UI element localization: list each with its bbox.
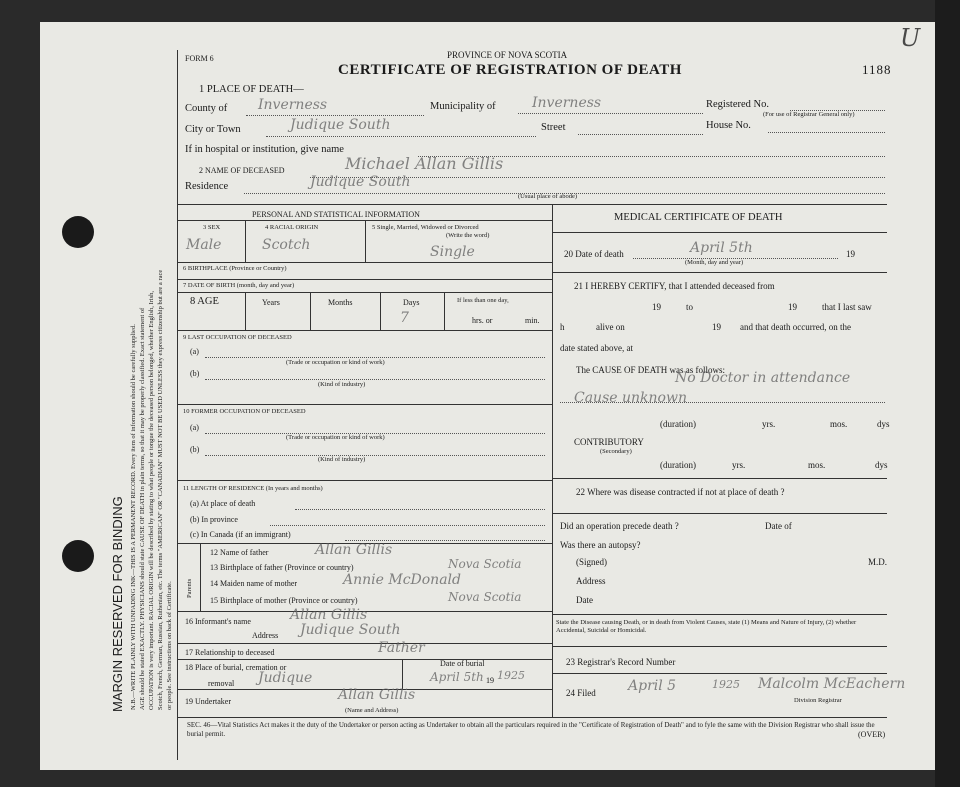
racial-label: 4 RACIAL ORIGIN [265,224,319,231]
binding-hole-top [62,216,94,248]
house-line [768,132,885,133]
street-line [578,134,703,135]
rule [177,262,552,263]
city-line [266,136,536,137]
years-label: Years [262,298,280,307]
cause-duration: (duration) [660,419,696,429]
informant-label: 16 Informant's name [185,617,251,626]
rule [245,292,246,330]
rule [205,379,545,380]
residence-b-label: (b) In province [190,515,238,524]
rule [270,525,545,526]
autopsy-label: Was there an autopsy? [560,540,641,550]
rule [177,292,552,293]
md-label: M.D. [868,557,888,567]
rule [177,659,552,660]
contrib-dys: dys [875,460,888,470]
deceased-name-value: Michael Allan Gillis [345,154,504,173]
former-occ-trade-note: (Trade or occupation or kind of work) [286,434,385,441]
residence-a-label: (a) At place of death [190,499,256,508]
informant-value: Allan Gillis [290,607,368,623]
mother-birthplace-label: 15 Birthplace of mother (Province or country) [210,596,358,605]
cause-label: The CAUSE OF DEATH was as follows: [576,365,725,375]
certify-l3c: 19 [712,322,721,332]
margin-note-2: AGE should be stated EXACTLY. PHYSICIANS should state CAUSE OF DEATH in plain terms, so that it may be properly classified. Exact statement of [139,307,146,710]
dob-label: 7 DATE OF BIRTH (month, day and year) [183,282,295,289]
last-occ-b: (b) [190,369,200,378]
undertaker-label: 19 Undertaker [185,697,231,706]
county-value: Inverness [258,97,328,113]
burial-date-label: Date of burial [440,659,485,668]
rule [245,220,246,262]
county-line [246,115,424,116]
medical-heading: MEDICAL CERTIFICATE OF DEATH [614,212,783,223]
cause-value-1: No Doctor in attendance [675,370,851,386]
certify-l2b: to [686,302,694,312]
rule [177,279,552,280]
certify-l3a: h [560,322,565,332]
certify-l2a: 19 [652,302,661,312]
rule [205,357,545,358]
death-year-prefix: 19 [846,249,855,259]
certificate-number: 1188 [862,62,892,77]
relationship-value: Father [378,640,425,656]
certify-l2d: that I last saw [822,302,872,312]
rule [177,643,552,644]
certify-l3d: and that death occurred, on the [740,322,851,332]
rule [444,292,445,330]
contrib-mos: mos. [808,460,826,470]
certificate-title: CERTIFICATE OF REGISTRATION OF DEATH [338,62,682,78]
rule [310,292,311,330]
operation-date-label: Date of [765,521,792,531]
doctor-address-label: Address [576,576,606,586]
cause-value-2: Cause unknown [574,390,687,406]
rule [365,220,366,262]
residence-value: Judique South [310,174,411,190]
municipality-value: Inverness [532,95,602,111]
last-occ-a: (a) [190,347,199,356]
registrar-record-label: 23 Registrar's Record Number [566,657,676,667]
cause-mos: mos. [830,419,848,429]
death-date-label: 20 Date of death [564,249,624,259]
certify-l2c: 19 [788,302,797,312]
rule [402,659,403,689]
father-name-value: Allan Gillis [315,542,393,558]
residence-label: Residence [185,181,229,192]
birthplace-label: 6 BIRTHPLACE (Province or Country) [183,265,287,272]
rule [552,232,887,233]
certificate-paper [40,22,935,770]
father-birthplace-label: 13 Birthplace of father (Province or country) [210,563,354,572]
abode-note: (Usual place of abode) [518,193,578,200]
former-occupation-label: 10 FORMER OCCUPATION OF DECEASED [183,408,306,415]
age-label: 8 AGE [190,296,219,307]
secondary-label: (Secondary) [600,448,632,455]
former-occ-a: (a) [190,423,199,432]
municipality-label: Municipality of [430,101,496,112]
sex-label: 3 SEX [203,224,221,231]
binding-margin-label: MARGIN RESERVED FOR BINDING [110,496,125,712]
rule [560,402,885,403]
filed-value: April 5 [628,678,677,694]
rule [200,543,201,611]
city-value: Judique South [290,117,391,133]
rule [205,455,545,456]
days-label: Days [403,298,420,307]
registrar-note: (For use of Registrar General only) [763,111,855,118]
min-label: min. [525,316,540,325]
burial-label: 18 Place of burial, cremation or [185,663,287,672]
cause-yrs: yrs. [762,419,776,429]
former-occ-b: (b) [190,445,200,454]
certify-l4: date stated above, at [560,343,633,353]
filed-label: 24 Filed [566,688,596,698]
filed-registrar: Malcolm McEachern [758,676,906,692]
province-heading: PROVINCE OF NOVA SCOTIA [447,50,568,60]
rule [552,614,887,615]
filed-year: 1925 [712,678,740,691]
hospital-label: If in hospital or institution, give name [185,144,344,155]
death-date-note: (Month, day and year) [685,259,744,266]
rule [552,272,887,273]
undertaker-value: Allan Gillis [338,687,416,703]
house-label: House No. [706,120,751,131]
corner-mark: U [900,24,921,52]
burial-year-prefix: 19 [486,676,494,685]
rule [295,509,545,510]
division-registrar-label: Division Registrar [794,697,842,704]
burial-place-value: Judique [258,670,313,686]
contrib-duration: (duration) [660,460,696,470]
margin-note-4: Scotch, French, German, Russian, Ruthenian, etc. The terms "AMERICAN" OR "CANADIAN" MUST NOT BE USED UNLESS they express citizenship but are a race [157,269,164,710]
margin-note-1: N.B.—WRITE PLAINLY WITH UNFADING INK—THIS IS A PERMANENT RECORD. Every item of information should be carefully supplied. [130,324,137,710]
form-left-border [177,50,178,760]
marital-label: 5 Single, Married, Widowed or Divorced [372,224,479,231]
last-occ-trade-note: (Trade or occupation or kind of work) [286,359,385,366]
burial-date-value: April 5th [430,670,484,684]
parents-label: Parents [186,578,193,598]
cause-dys: dys [877,419,890,429]
residence-length-label: 11 LENGTH OF RESIDENCE (In years and months) [183,485,323,492]
rule [552,478,887,479]
deceased-name-label: 2 NAME OF DECEASED [199,166,285,175]
center-divider [552,205,553,718]
former-occ-industry-note: (Kind of industry) [318,456,366,463]
mother-name-label: 14 Maiden name of mother [210,579,298,588]
street-label: Street [541,122,566,133]
death-date-value: April 5th [690,240,753,256]
place-heading: 1 PLACE OF DEATH— [199,84,304,95]
contracted-label: 22 Where was disease contracted if not at place of death ? [576,487,785,497]
doctor-date-label: Date [576,595,593,605]
racial-value: Scotch [262,237,311,253]
upper-divider [177,204,887,205]
county-label: County of [185,103,228,114]
binding-hole-bottom [62,540,94,572]
hrs-label: hrs. or [472,316,493,325]
margin-note-5: or people. See instructions on back of Certificate. [166,581,173,710]
removal-label: removal [208,679,235,688]
margin-note-3: OCCUPATION is very important. RACIAL ORIGIN will be described by stating to what people or tongue the deceased person belonged, whether English, Irish, [148,290,155,710]
undertaker-note: (Name and Address) [345,707,399,714]
rule [177,404,552,405]
father-birthplace-value: Nova Scotia [448,557,522,571]
days-value: 7 [400,310,409,326]
violent-causes-note: State the Disease causing Death, or in death from Violent Causes, state (1) Means and Nature of Injury, (2) whether Accidental, Suicidal or Homicidal. [556,619,857,634]
marital-value: Single [430,244,475,260]
certify-l3b: alive on [596,322,625,332]
last-occupation-label: 9 LAST OCCUPATION OF DECEASED [183,334,292,341]
residence-c-label: (c) In Canada (if an immigrant) [190,530,291,539]
rule [552,646,887,647]
contributory-label: CONTRIBUTORY [574,437,644,447]
informant-address-label: Address [252,631,279,640]
scan-edge [935,0,960,787]
personal-heading: PERSONAL AND STATISTICAL INFORMATION [252,210,420,219]
form-number: FORM 6 [185,54,214,63]
registered-label: Registered No. [706,99,769,110]
signed-label: (Signed) [576,557,607,567]
informant-address-value: Judique South [300,622,401,638]
father-name-label: 12 Name of father [210,548,269,557]
operation-label: Did an operation precede death ? [560,521,679,531]
rule [345,540,545,541]
over-label: (OVER) [858,730,886,739]
rule [552,673,887,674]
sex-value: Male [186,237,222,253]
footer-divider [177,717,887,718]
rule [177,330,552,331]
burial-year-value: 1925 [497,669,525,682]
mother-name-value: Annie McDonald [343,572,461,588]
sec46-note: SEC. 46—Vital Statistics Act makes it the duty of the Undertaker or person acting as Undertaker to obtain all the particulars required in the "Certificate of Registration of Death" and to fyle the same with the Division Registrar who shall issue the burial permit. [187,721,875,738]
rule [380,292,381,330]
months-label: Months [328,298,353,307]
certify-text: 21 I HEREBY CERTIFY, that I attended deceased from [574,281,775,291]
last-occ-industry-note: (Kind of industry) [318,381,366,388]
marital-note: (Write the word) [446,232,490,239]
municipality-line [518,113,703,114]
mother-birthplace-value: Nova Scotia [448,590,522,604]
relationship-label: 17 Relationship to deceased [185,648,275,657]
contrib-yrs: yrs. [732,460,746,470]
rule [177,480,552,481]
less-day-label: If less than one day, [457,297,509,304]
rule [552,513,887,514]
city-label: City or Town [185,124,241,135]
